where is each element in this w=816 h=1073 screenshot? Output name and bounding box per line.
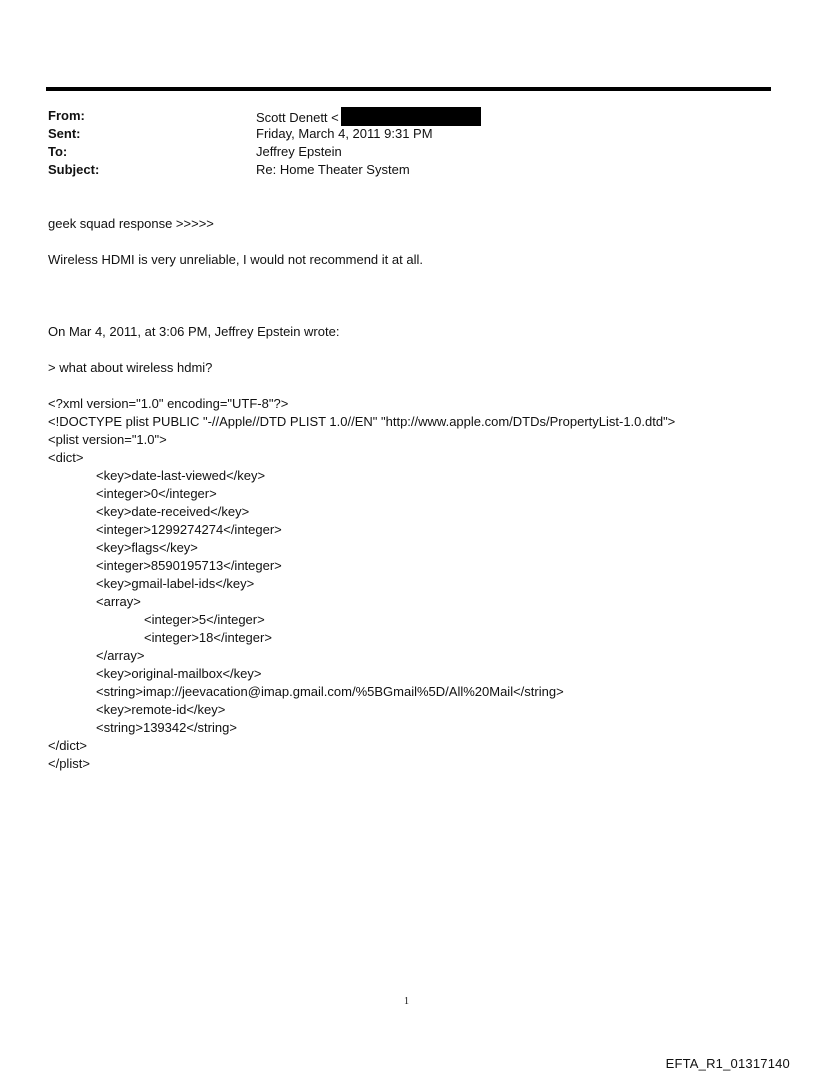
sent-value: Friday, March 4, 2011 9:31 PM xyxy=(256,126,433,141)
plist-line: <key>original-mailbox</key> xyxy=(96,666,262,681)
page-number: 1 xyxy=(404,996,409,1007)
from-label: From: xyxy=(48,108,85,123)
body-line-on-mar: On Mar 4, 2011, at 3:06 PM, Jeffrey Epstein wrote: xyxy=(48,324,340,339)
from-name: Scott Denett < xyxy=(256,110,339,125)
plist-line: <key>date-last-viewed</key> xyxy=(96,468,266,483)
plist-line: <key>flags</key> xyxy=(96,540,198,555)
plist-line: </plist> xyxy=(48,756,90,771)
plist-line: <integer>1299274274</integer> xyxy=(96,522,282,537)
subject-value: Re: Home Theater System xyxy=(256,162,410,177)
body-line-quote: > what about wireless hdmi? xyxy=(48,360,213,375)
plist-line: </dict> xyxy=(48,738,88,753)
plist-line: <dict> xyxy=(48,450,84,465)
body-line-wireless: Wireless HDMI is very unreliable, I would not recommend it at all. xyxy=(48,252,423,267)
plist-line: <array> xyxy=(96,594,141,609)
body-line-geek-squad: geek squad response >>>>> xyxy=(48,216,214,231)
subject-label: Subject: xyxy=(48,162,100,177)
document-id: EFTA_R1_01317140 xyxy=(665,1056,790,1071)
plist-line: <key>remote-id</key> xyxy=(96,702,226,717)
plist-line: <string>139342</string> xyxy=(96,720,237,735)
plist-line: <string>imap://jeevacation@imap.gmail.com/%5BGmail%5D/All%20Mail</string> xyxy=(96,684,564,699)
plist-line: <key>date-received</key> xyxy=(96,504,250,519)
plist-line: </array> xyxy=(96,648,145,663)
plist-line: <!DOCTYPE plist PUBLIC "-//Apple//DTD PLIST 1.0//EN" "http://www.apple.com/DTDs/PropertyList-1.0.dtd"> xyxy=(48,414,676,429)
to-value: Jeffrey Epstein xyxy=(256,144,342,159)
sent-label: Sent: xyxy=(48,126,81,141)
from-value xyxy=(256,107,481,127)
plist-line: <key>gmail-label-ids</key> xyxy=(96,576,255,591)
plist-line: <integer>8590195713</integer> xyxy=(96,558,282,573)
plist-line: <?xml version="1.0" encoding="UTF-8"?> xyxy=(48,396,289,411)
redaction-block xyxy=(341,107,481,126)
plist-line: <integer>5</integer> xyxy=(144,612,265,627)
plist-line: <integer>0</integer> xyxy=(96,486,217,501)
plist-line: <integer>18</integer> xyxy=(144,630,272,645)
plist-line: <plist version="1.0"> xyxy=(48,432,167,447)
header-divider xyxy=(46,87,771,91)
to-label: To: xyxy=(48,144,68,159)
